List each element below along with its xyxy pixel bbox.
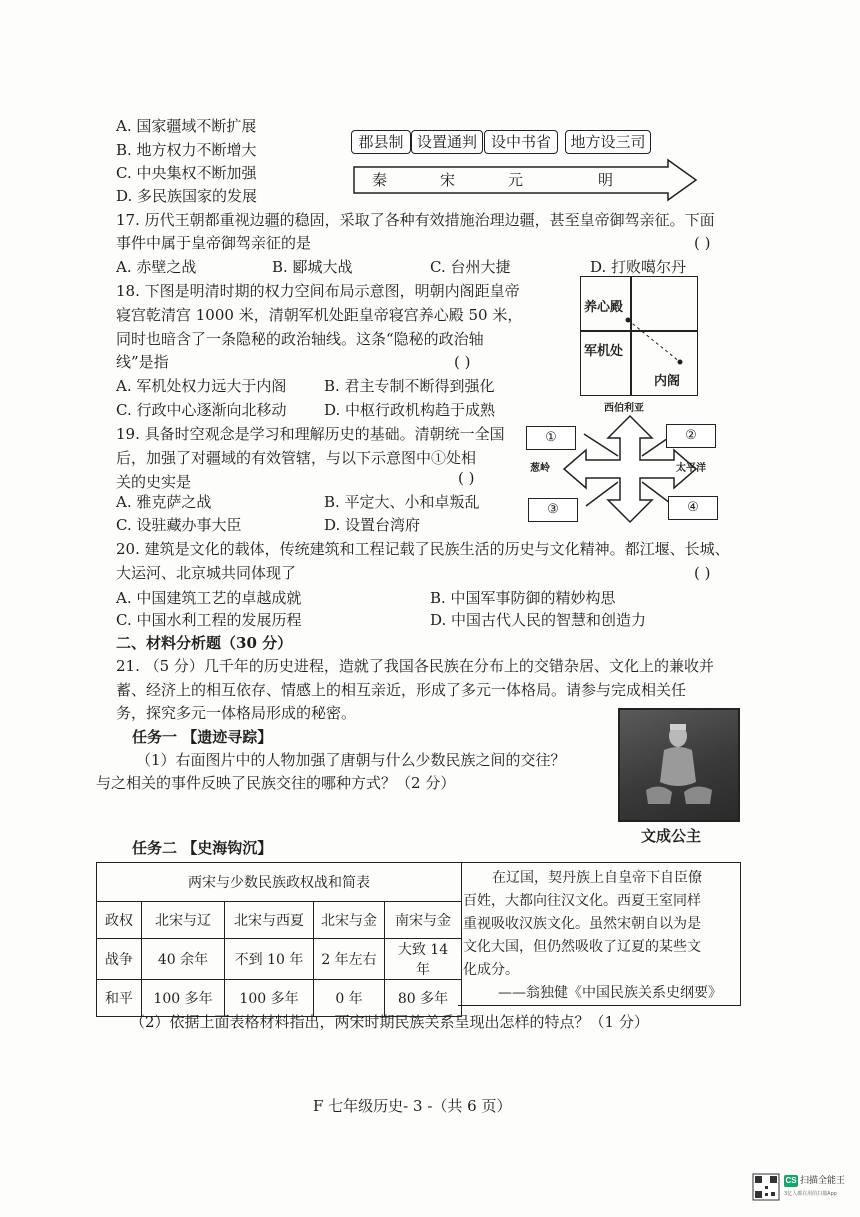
q18-option-d: D. 中枢行政机构趋于成熟	[324, 401, 496, 419]
era-ming: 明	[598, 171, 614, 189]
q19-option-c: C. 设驻藏办事大臣	[116, 516, 242, 534]
table-row	[97, 939, 462, 980]
table-header-cell: 政权	[97, 902, 142, 939]
map-box-2: ②	[666, 424, 716, 448]
q17-option-a: A. 赤壁之战	[116, 258, 197, 276]
table-cell: 大致 14 年	[385, 939, 462, 980]
photo-caption: 文成公主	[641, 827, 702, 845]
era-yuan: 元	[508, 171, 524, 189]
table-title: 两宋与少数民族政权战和简表	[97, 863, 462, 902]
q20-option-c: C. 中国水利工程的发展历程	[116, 611, 302, 629]
palace-label-neige: 内阁	[654, 374, 681, 389]
q16-option-b: B. 地方权力不断增大	[116, 141, 257, 159]
q20-answer-paren: ( )	[694, 564, 711, 582]
quote-line-1: 在辽国，契丹族上自皇帝下自臣僚	[492, 870, 702, 886]
palace-label-junjichu: 军机处	[584, 344, 624, 359]
q19-stem-3: 关的史实是	[116, 473, 192, 491]
table-cell: 2 年左右	[314, 939, 385, 980]
q18-stem-4: 线”是指	[116, 353, 169, 371]
q20-option-d: D. 中国古代人民的智慧和创造力	[430, 611, 647, 629]
table-cell: 80 多年	[385, 980, 462, 1017]
era-song: 宋	[440, 171, 456, 189]
map-label-west: 葱岭	[530, 463, 550, 474]
q18-stem-3: 同时也暗含了一条隐秘的政治轴线。这条“隐秘的政治轴	[116, 330, 484, 348]
camscanner-logo-icon: CS	[785, 1176, 797, 1185]
table-row	[97, 980, 462, 1017]
q20-option-a: A. 中国建筑工艺的卓越成就	[116, 589, 302, 607]
q19-option-a: A. 雅克萨之战	[116, 493, 212, 511]
table-header-row	[97, 902, 462, 939]
table-header-cell: 北宋与辽	[142, 902, 225, 939]
quote-line-3: 重视吸收汉族文化。虽然宋朝自以为是	[463, 916, 701, 932]
table-cell: 40 余年	[142, 939, 225, 980]
timeline-arrow	[352, 158, 702, 202]
map-label-north: 西伯利亚	[604, 403, 644, 414]
q21-stem-3: 务，探究多元一体格局形成的秘密。	[116, 704, 357, 722]
q17-stem-1: 17. 历代王朝都重视边疆的稳固，采取了各种有效措施治理边疆，甚至皇帝御驾亲征。下面	[116, 211, 715, 229]
quote-line-2: 百姓，大都向往汉文化。西夏王室同样	[463, 893, 701, 909]
q18-option-a: A. 军机处权力远大于内阁	[116, 377, 287, 395]
q17-stem-2: 事件中属于皇帝御驾亲征的是	[116, 234, 312, 252]
table-cell: 战争	[97, 939, 142, 980]
quote-line-5: 化成分。	[463, 962, 519, 978]
watermark-tagline: 3亿人都在用的扫描App	[784, 1191, 837, 1197]
section-title: 二、材料分析题（30 分）	[116, 634, 293, 652]
wencheng-princess-photo	[618, 708, 740, 822]
quote-line-4: 文化大国，但仍然吸收了辽夏的某些文	[463, 939, 701, 955]
q18-stem-2: 寝宫乾清宫 1000 米，清朝军机处距皇帝寝宫养心殿 50 米，	[116, 306, 523, 324]
table-cell: 100 多年	[142, 980, 225, 1017]
task1-title: 任务一 【遗迹寻踪】	[132, 728, 273, 746]
q18-stem-1: 18. 下图是明清时期的权力空间布局示意图，明朝内阁距皇帝	[116, 282, 520, 300]
table-cell: 和平	[97, 980, 142, 1017]
table-header-cell: 北宋与金	[314, 902, 385, 939]
q16-option-d: D. 多民族国家的发展	[116, 187, 258, 205]
statue-figure-icon	[640, 720, 718, 812]
timeline-box-1: 郡县制	[351, 130, 411, 154]
table-cell: 不到 10 年	[225, 939, 314, 980]
watermark-app-name: 扫描全能王	[800, 1176, 846, 1186]
war-peace-table	[96, 862, 462, 1017]
task1-question-2: 与之相关的事件反映了民族交往的哪种方式？（2 分）	[96, 774, 456, 792]
map-box-4: ④	[668, 496, 718, 520]
q18-option-c: C. 行政中心逐渐向北移动	[116, 401, 287, 419]
era-qin: 秦	[372, 171, 388, 189]
q21-stem-1: 21. （5 分）几千年的历史进程，造就了我国各民族在分布上的交错杂居、文化上的兼收并	[116, 657, 714, 675]
table-cell: 100 多年	[225, 980, 314, 1017]
q17-option-c: C. 台州大捷	[430, 258, 511, 276]
task2-title: 任务二 【史海钩沉】	[132, 839, 273, 857]
q18-option-b: B. 君主专制不断得到强化	[324, 377, 495, 395]
map-label-east: 太平洋	[676, 463, 706, 474]
q17-option-d: D. 打败噶尔丹	[590, 258, 687, 276]
scanner-watermark	[752, 1170, 844, 1206]
table-header-cell: 北宋与西夏	[225, 902, 314, 939]
q20-stem-1: 20. 建筑是文化的载体，传统建筑和工程记载了民族生活的历史与文化精神。都江堰、长城、	[116, 540, 730, 558]
q21-stem-2: 蓄、经济上的相互依存、情感上的相互亲近，形成了多元一体格局。请参与完成相关任	[116, 681, 687, 699]
q20-stem-2: 大运河、北京城共同体现了	[116, 564, 297, 582]
map-box-1: ①	[526, 426, 576, 450]
q19-stem-1: 19. 具备时空观念是学习和理解历史的基础。清朝统一全国	[116, 425, 505, 443]
q18-answer-paren: ( )	[454, 353, 471, 371]
map-box-3: ③	[528, 498, 578, 522]
q19-stem-2: 后，加强了对疆域的有效管辖，与以下示意图中①处相	[116, 449, 477, 467]
quote-source: ——翁独健《中国民族关系史纲要》	[498, 985, 722, 1001]
q17-answer-paren: ( )	[694, 234, 711, 252]
qr-code-icon	[752, 1173, 780, 1201]
q19-option-b: B. 平定大、小和卓叛乱	[324, 493, 480, 511]
q20-option-b: B. 中国军事防御的精妙构思	[430, 589, 616, 607]
page-footer: F 七年级历史- 3 -（共 6 页）	[313, 1097, 512, 1115]
q16-option-a: A. 国家疆域不断扩展	[116, 117, 257, 135]
palace-axis-line	[620, 314, 690, 374]
task1-question-1: （1）右面图片中的人物加强了唐朝与什么少数民族之间的交往？	[136, 751, 566, 769]
q19-option-d: D. 设置台湾府	[324, 516, 421, 534]
timeline-box-4: 地方设三司	[565, 130, 651, 154]
table-header-cell: 南宋与金	[385, 902, 462, 939]
table-cell: 0 年	[314, 980, 385, 1017]
task2-question: （2）依据上面表格材料指出，两宋时期民族关系呈现出怎样的特点？（1 分）	[130, 1013, 649, 1031]
q17-option-b: B. 郾城大战	[272, 258, 353, 276]
timeline-box-3: 设中书省	[484, 130, 558, 154]
palace-label-yangxindian: 养心殿	[584, 300, 624, 315]
q19-answer-paren: ( )	[458, 469, 475, 487]
timeline-box-2: 设置通判	[411, 130, 483, 154]
q16-option-c: C. 中央集权不断加强	[116, 164, 257, 182]
